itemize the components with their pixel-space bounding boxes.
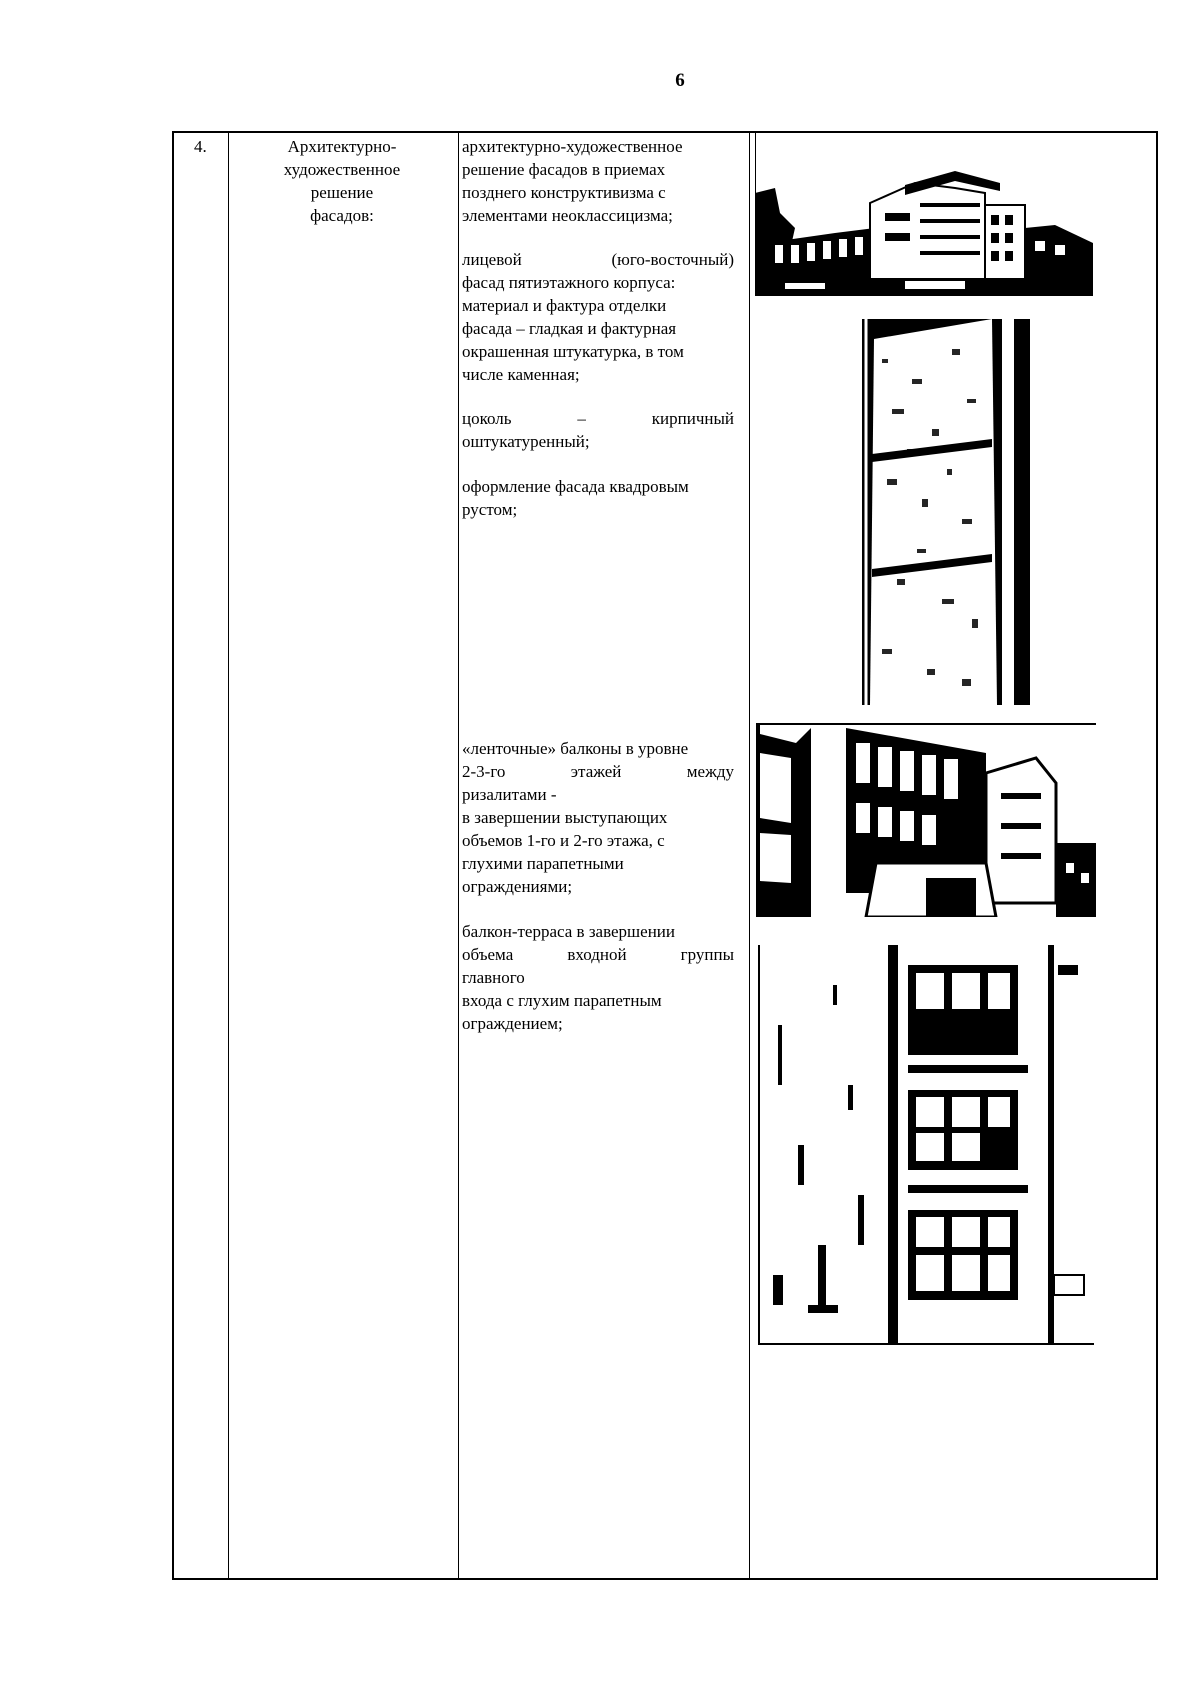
building-general-view-photo bbox=[755, 133, 1093, 296]
balcony-terrace-photo bbox=[758, 945, 1094, 1345]
facade-rustication-photo bbox=[862, 319, 1030, 705]
page-number: 6 bbox=[675, 70, 685, 91]
description-block-balconies: «ленточные» балконы в уровне 2-3-го этажей между ризалитами - в завершении выступающих объемов 1-го и 2-го этажа, с глухими парапетными ограждениями; bbox=[462, 739, 734, 896]
description-block-style: архитектурно-художественное решение фасадов в приемах позднего конструктивизма с элементами неоклассицизма; bbox=[462, 137, 683, 225]
description-block-plinth: цоколь – кирпичный оштукатуренный; bbox=[462, 409, 734, 451]
row-index: 4. bbox=[194, 137, 207, 156]
description-block-rustication: оформление фасада квадровым рустом; bbox=[462, 477, 689, 519]
description-block-main-facade: лицевой (юго-восточный) фасад пятиэтажного корпуса: материал и фактура отделки фасада – гладкая и фактурная окрашенная штукатурка, в том числе каменная; bbox=[462, 250, 734, 384]
facade-table bbox=[172, 131, 1158, 1580]
section-title: Архитектурно- художественное решение фасадов: bbox=[283, 137, 401, 225]
description-block-terrace: балкон-терраса в завершении объема входной группы главного входа с глухим парапетным ограждением; bbox=[462, 922, 734, 1033]
column-divider bbox=[228, 133, 229, 1578]
ribbon-balconies-photo bbox=[756, 723, 1096, 917]
column-divider bbox=[749, 133, 750, 1578]
column-divider bbox=[458, 133, 459, 1578]
